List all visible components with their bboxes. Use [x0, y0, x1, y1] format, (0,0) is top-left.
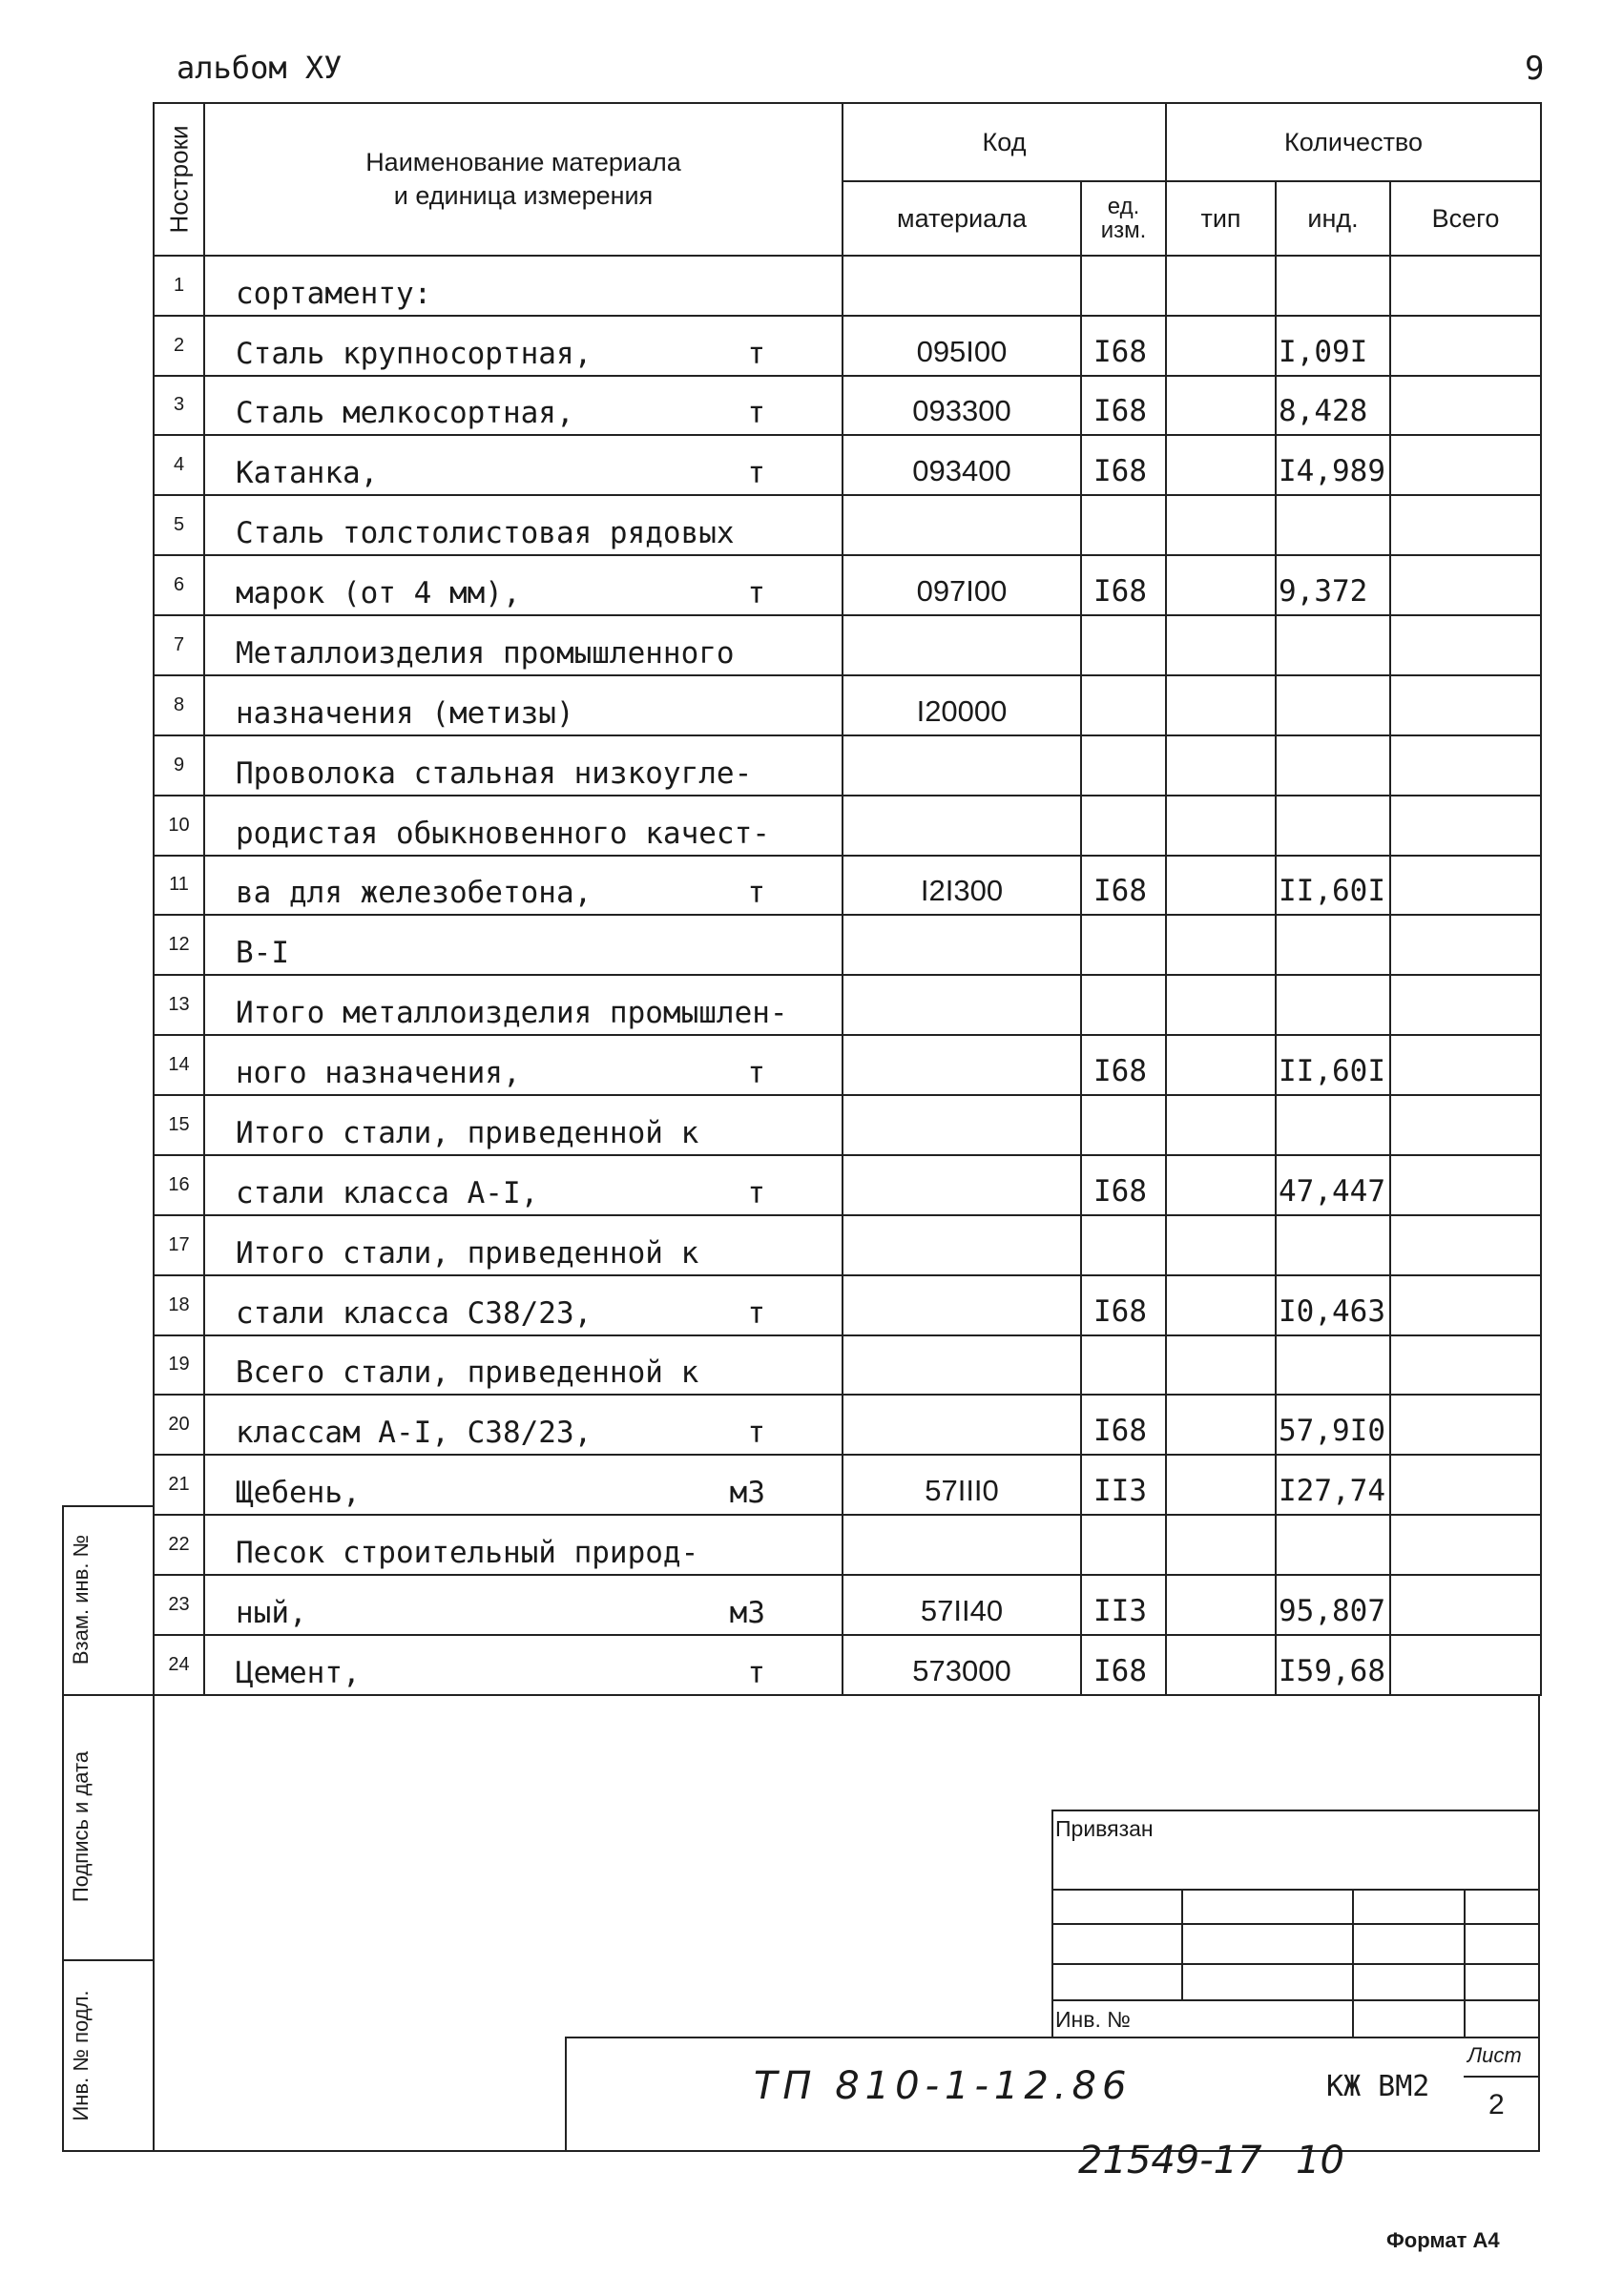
material-unit: м3 [729, 1476, 765, 1511]
table-row [154, 256, 1541, 316]
table-row [154, 555, 1541, 615]
sheet-label: Лист [1467, 2043, 1522, 2067]
qty-type [1166, 1515, 1276, 1575]
qty-type [1166, 495, 1276, 555]
table-row [154, 316, 1541, 376]
unit-code: II3 [1081, 1455, 1166, 1515]
qty-total [1390, 796, 1541, 856]
qty-ind [1276, 256, 1390, 316]
table-row [154, 1275, 1541, 1335]
material-unit: т [747, 1175, 765, 1210]
qty-type [1166, 675, 1276, 735]
material-code [843, 1215, 1081, 1275]
qty-total [1390, 856, 1541, 916]
qty-ind [1276, 975, 1390, 1035]
header-name: Наименование материала и единица измерения [204, 103, 843, 256]
qty-total [1390, 735, 1541, 796]
row-number: 11 [154, 856, 204, 916]
row-number: 8 [154, 675, 204, 735]
table-row [154, 1335, 1541, 1396]
page-number: 9 [1525, 50, 1545, 88]
stamp-signature-date: Подпись и дата [69, 1750, 93, 1903]
material-name-cell [204, 256, 843, 316]
table-row [154, 435, 1541, 495]
unit-code [1081, 1335, 1166, 1396]
row-number: 5 [154, 495, 204, 555]
material-name: Итого стали, приведенной к [236, 1115, 699, 1150]
material-name: Сталь толстолистовая рядовых [236, 516, 735, 551]
qty-type [1166, 555, 1276, 615]
table-row [154, 1635, 1541, 1695]
row-number: 15 [154, 1095, 204, 1155]
qty-total [1390, 1095, 1541, 1155]
material-name: Катанка, [236, 456, 379, 491]
unit-code [1081, 735, 1166, 796]
document-suffix: КЖ ВМ2 [1326, 2070, 1430, 2103]
material-name-cell [204, 435, 843, 495]
qty-total [1390, 915, 1541, 975]
material-name-cell [204, 1275, 843, 1335]
qty-ind [1276, 675, 1390, 735]
material-name: стали класса А-I, [236, 1175, 539, 1210]
table-row [154, 675, 1541, 735]
qty-type [1166, 1395, 1276, 1455]
header-rownum: Ностроки [154, 103, 204, 256]
material-code: 57III0 [843, 1455, 1081, 1515]
header-qty-total: Всего [1390, 181, 1541, 255]
row-number: 4 [154, 435, 204, 495]
material-unit: т [747, 396, 765, 431]
unit-code: I68 [1081, 1275, 1166, 1335]
material-code [843, 615, 1081, 675]
qty-type [1166, 316, 1276, 376]
qty-total [1390, 435, 1541, 495]
material-code [843, 915, 1081, 975]
stamp-vzam-inv: Взам. инв. № [69, 1534, 93, 1665]
material-name: Всего стали, приведенной к [236, 1355, 699, 1391]
material-name-cell [204, 975, 843, 1035]
header-code-material: материала [843, 181, 1081, 255]
qty-type [1166, 975, 1276, 1035]
row-number: 9 [154, 735, 204, 796]
material-name-cell [204, 555, 843, 615]
qty-total [1390, 1035, 1541, 1095]
unit-code: I68 [1081, 1035, 1166, 1095]
material-code: 573000 [843, 1635, 1081, 1695]
row-number: 10 [154, 796, 204, 856]
unit-code: I68 [1081, 1395, 1166, 1455]
row-number: 1 [154, 256, 204, 316]
qty-total [1390, 1155, 1541, 1215]
material-name: Песок строительный природ- [236, 1536, 699, 1571]
material-name: Сталь крупносортная, [236, 336, 593, 371]
unit-code: I68 [1081, 316, 1166, 376]
qty-total [1390, 1575, 1541, 1635]
unit-code: I68 [1081, 555, 1166, 615]
inv-label: Инв. № [1055, 2007, 1131, 2032]
material-code [843, 1395, 1081, 1455]
table-row [154, 1095, 1541, 1155]
sheet-number: 2 [1488, 2089, 1505, 2120]
qty-total [1390, 1275, 1541, 1335]
qty-type [1166, 256, 1276, 316]
table-row [154, 615, 1541, 675]
material-name: Цемент, [236, 1656, 361, 1690]
row-number: 17 [154, 1215, 204, 1275]
registration-sub: 10 [1296, 2139, 1344, 2182]
material-name: ва для железобетона, [236, 876, 593, 911]
header-qty-ind: инд. [1276, 181, 1390, 255]
material-name-cell [204, 1395, 843, 1455]
material-code [843, 1095, 1081, 1155]
header-code-unit: ед. изм. [1081, 181, 1166, 255]
qty-ind: II,60I [1276, 856, 1390, 916]
qty-total [1390, 975, 1541, 1035]
qty-total [1390, 1335, 1541, 1396]
material-name-cell [204, 1635, 843, 1695]
qty-total [1390, 1395, 1541, 1455]
qty-ind: II,60I [1276, 1035, 1390, 1095]
material-code: 093300 [843, 376, 1081, 436]
qty-total [1390, 316, 1541, 376]
row-number: 12 [154, 915, 204, 975]
material-name: Сталь мелкосортная, [236, 396, 574, 431]
material-name-cell [204, 495, 843, 555]
table-row [154, 1455, 1541, 1515]
qty-ind [1276, 495, 1390, 555]
qty-ind [1276, 615, 1390, 675]
table-row [154, 1575, 1541, 1635]
row-number: 7 [154, 615, 204, 675]
qty-type [1166, 915, 1276, 975]
qty-type [1166, 1035, 1276, 1095]
qty-type [1166, 376, 1276, 436]
row-number: 3 [154, 376, 204, 436]
row-number: 22 [154, 1515, 204, 1575]
qty-ind [1276, 1215, 1390, 1275]
header-code-group: Код [843, 103, 1166, 181]
qty-type [1166, 1635, 1276, 1695]
qty-total [1390, 1515, 1541, 1575]
table-row [154, 915, 1541, 975]
material-unit: м3 [729, 1595, 765, 1630]
material-name-cell [204, 1455, 843, 1515]
table-row [154, 1515, 1541, 1575]
material-unit: т [747, 456, 765, 491]
unit-code [1081, 615, 1166, 675]
table-row [154, 495, 1541, 555]
material-name: Щебень, [236, 1476, 361, 1511]
row-number: 23 [154, 1575, 204, 1635]
unit-code [1081, 1215, 1166, 1275]
qty-ind [1276, 1335, 1390, 1396]
material-code [843, 1515, 1081, 1575]
document-code: ТП 810-1-12.86 [754, 2064, 1133, 2108]
row-number: 2 [154, 316, 204, 376]
material-name-cell [204, 1575, 843, 1635]
qty-type [1166, 1095, 1276, 1155]
qty-ind: I0,463 [1276, 1275, 1390, 1335]
qty-ind [1276, 915, 1390, 975]
material-name: родистая обыкновенного качест- [236, 816, 770, 851]
material-name: ного назначения, [236, 1056, 521, 1091]
qty-ind: I27,74 [1276, 1455, 1390, 1515]
qty-ind [1276, 796, 1390, 856]
qty-type [1166, 796, 1276, 856]
materials-table [153, 102, 1542, 1696]
table-row [154, 1035, 1541, 1095]
material-name: В-I [236, 936, 289, 971]
material-unit: т [747, 1416, 765, 1451]
material-name: Проволока стальная низкоугле- [236, 755, 753, 791]
material-name: Итого металлоизделия промышлен- [236, 996, 788, 1031]
material-unit: т [747, 336, 765, 371]
unit-code [1081, 495, 1166, 555]
unit-code [1081, 256, 1166, 316]
unit-code [1081, 915, 1166, 975]
qty-type [1166, 435, 1276, 495]
header-qty-group: Количество [1166, 103, 1541, 181]
material-name: классам А-I, С38/23, [236, 1416, 593, 1451]
qty-total [1390, 1455, 1541, 1515]
qty-ind: 9,372 [1276, 555, 1390, 615]
material-name: сортаменту: [236, 276, 432, 311]
material-unit: т [747, 876, 765, 911]
table-row [154, 1155, 1541, 1215]
row-number: 21 [154, 1455, 204, 1515]
table-row [154, 975, 1541, 1035]
material-code [843, 1155, 1081, 1215]
material-code [843, 796, 1081, 856]
material-name-cell [204, 796, 843, 856]
qty-ind: I59,68 [1276, 1635, 1390, 1695]
qty-total [1390, 675, 1541, 735]
stamp-inv-podl: Инв. № подл. [69, 1990, 93, 2121]
material-name-cell [204, 1515, 843, 1575]
qty-type [1166, 1575, 1276, 1635]
material-name-cell [204, 376, 843, 436]
qty-type [1166, 856, 1276, 916]
qty-ind [1276, 735, 1390, 796]
material-code: I20000 [843, 675, 1081, 735]
qty-total [1390, 555, 1541, 615]
material-unit: т [747, 1056, 765, 1091]
table-row [154, 376, 1541, 436]
table-row [154, 1215, 1541, 1275]
qty-type [1166, 735, 1276, 796]
qty-total [1390, 495, 1541, 555]
qty-ind [1276, 1095, 1390, 1155]
row-number: 19 [154, 1335, 204, 1396]
table-row [154, 1395, 1541, 1455]
material-name-cell [204, 1035, 843, 1095]
material-unit: т [747, 1295, 765, 1331]
qty-ind: 57,9I0 [1276, 1395, 1390, 1455]
table-row [154, 856, 1541, 916]
table-row [154, 796, 1541, 856]
row-number: 16 [154, 1155, 204, 1215]
material-name-cell [204, 1335, 843, 1396]
row-number: 13 [154, 975, 204, 1035]
material-name: марок (от 4 мм), [236, 576, 521, 611]
material-code [843, 735, 1081, 796]
qty-type [1166, 1455, 1276, 1515]
material-unit: т [747, 576, 765, 611]
material-name-cell [204, 1215, 843, 1275]
material-name: ный, [236, 1595, 307, 1630]
unit-code [1081, 1515, 1166, 1575]
material-code [843, 1335, 1081, 1396]
qty-ind [1276, 1515, 1390, 1575]
qty-ind: I,09I [1276, 316, 1390, 376]
unit-code [1081, 675, 1166, 735]
qty-total [1390, 256, 1541, 316]
material-name: Итого стали, приведенной к [236, 1235, 699, 1271]
row-number: 24 [154, 1635, 204, 1695]
unit-code: I68 [1081, 1635, 1166, 1695]
material-name: стали класса С38/23, [236, 1295, 593, 1331]
qty-type [1166, 1335, 1276, 1396]
unit-code: II3 [1081, 1575, 1166, 1635]
header-qty-type: тип [1166, 181, 1276, 255]
unit-code: I68 [1081, 856, 1166, 916]
qty-total [1390, 1215, 1541, 1275]
material-code: I2I300 [843, 856, 1081, 916]
qty-type [1166, 615, 1276, 675]
unit-code: I68 [1081, 376, 1166, 436]
material-code [843, 975, 1081, 1035]
table-row [154, 735, 1541, 796]
qty-type [1166, 1275, 1276, 1335]
material-name-cell [204, 615, 843, 675]
qty-total [1390, 615, 1541, 675]
qty-total [1390, 376, 1541, 436]
unit-code: I68 [1081, 435, 1166, 495]
material-code [843, 495, 1081, 555]
material-code [843, 256, 1081, 316]
material-name-cell [204, 1155, 843, 1215]
material-name-cell [204, 316, 843, 376]
unit-code: I68 [1081, 1155, 1166, 1215]
material-name-cell [204, 915, 843, 975]
material-code [843, 1035, 1081, 1095]
row-number: 6 [154, 555, 204, 615]
row-number: 14 [154, 1035, 204, 1095]
qty-type [1166, 1215, 1276, 1275]
material-code: 097I00 [843, 555, 1081, 615]
album-label: альбом ХУ [177, 50, 343, 86]
material-code: 093400 [843, 435, 1081, 495]
qty-ind: 8,428 [1276, 376, 1390, 436]
qty-ind: 47,447 [1276, 1155, 1390, 1215]
material-name-cell [204, 856, 843, 916]
format-label: Формат А4 [1386, 2228, 1500, 2252]
material-name-cell [204, 735, 843, 796]
qty-ind: 95,807 [1276, 1575, 1390, 1635]
unit-code [1081, 975, 1166, 1035]
material-code: 095I00 [843, 316, 1081, 376]
unit-code [1081, 1095, 1166, 1155]
material-name: Металлоизделия промышленного [236, 635, 735, 671]
bound-label: Привязан [1055, 1816, 1154, 1841]
material-name: назначения (метизы) [236, 695, 574, 731]
material-unit: т [747, 1656, 765, 1690]
material-name-cell [204, 675, 843, 735]
registration-number: 21549-17 [1078, 2139, 1262, 2182]
material-code: 57II40 [843, 1575, 1081, 1635]
material-code [843, 1275, 1081, 1335]
qty-type [1166, 1155, 1276, 1215]
qty-total [1390, 1635, 1541, 1695]
unit-code [1081, 796, 1166, 856]
material-name-cell [204, 1095, 843, 1155]
qty-ind: I4,989 [1276, 435, 1390, 495]
row-number: 18 [154, 1275, 204, 1335]
row-number: 20 [154, 1395, 204, 1455]
